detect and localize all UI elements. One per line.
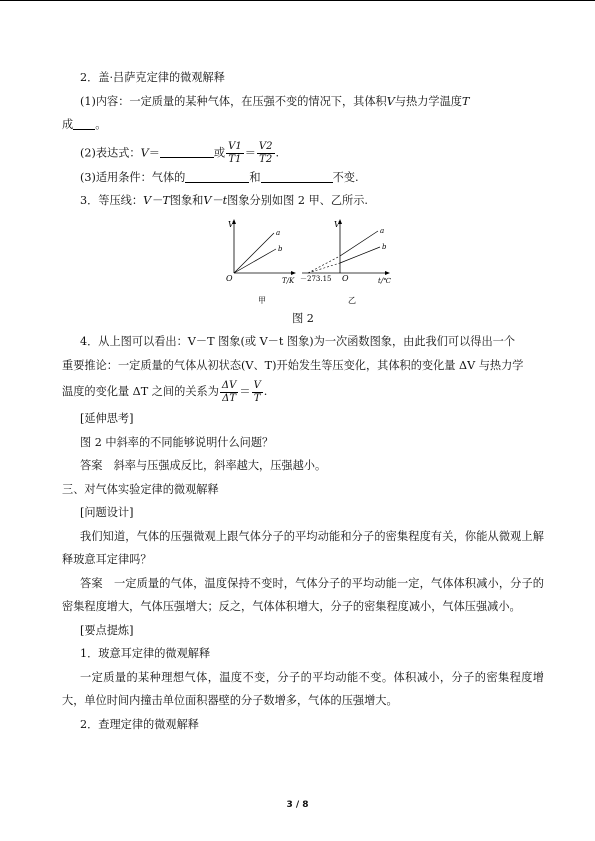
extended-thinking-question: 图 2 中斜率的不同能够说明什么问题？ <box>80 435 274 449</box>
right-offset-label: －273.15 <box>300 274 332 283</box>
section-4-line-1: 4．从上图可以看出：V－T 图象(或 V－t 图象)为一次函数图象，由此我们可以得出一个 <box>80 335 516 348</box>
right-origin: O <box>342 273 349 283</box>
fraction-v-t: $\frac{V}{T}$ <box>253 379 261 404</box>
fraction-v1-t1: $\frac{V1}{T1}$ <box>228 140 242 165</box>
left-caption: 甲 <box>258 295 266 305</box>
left-x-label: T/K <box>282 276 295 285</box>
figure-caption: 图 2 <box>292 311 314 325</box>
isobar-line-b <box>234 249 276 273</box>
fraction-dv-dt: $\frac{\Delta V}{\Delta T}$ <box>221 379 237 404</box>
graph-vt <box>226 219 296 305</box>
problem-design-answer: 答案 一定质量的气体，温度保持不变时，气体分子的平均动能一定，气体体积减小，分子的密集程度增大，气体压强增大；反之，气体体积增大，分子的密集程度减小，气体压强减小。 <box>62 576 544 613</box>
section-3-line: 3．等压线：V－T图象和V－t图象分别如图 2 甲、乙所示. <box>80 194 368 207</box>
answer-blank-4 <box>261 170 333 183</box>
section-4-line-3: 温度的变化量 ΔT 之间的关系为 $\frac{\Delta V}{\Delta T}$ ＝ $\frac{V}{T}$ . <box>62 379 268 404</box>
section-2-heading: 2．盖·吕萨克定律的微观解释 <box>80 71 225 84</box>
extended-thinking-tag: [延伸思考] <box>80 412 134 425</box>
isobar-line-a <box>234 233 274 273</box>
right-line-b-label: b <box>382 242 387 251</box>
graph-vt-celsius <box>300 219 391 305</box>
boyle-law-title: 1．玻意耳定律的微观解释 <box>80 647 211 660</box>
right-y-label: V <box>334 219 340 229</box>
section-4-line-2: 重要推论：一定质量的气体从初状态(V、T)开始发生等压变化，其体积的变化量 ΔV 与热力学 <box>62 358 524 372</box>
right-x-label: t/℃ <box>378 276 392 285</box>
right-caption: 乙 <box>348 295 356 305</box>
header-rule <box>0 0 595 1</box>
answer-blank-3 <box>185 170 249 183</box>
key-points-tag: [要点提炼] <box>80 623 134 637</box>
document-body <box>62 66 544 736</box>
left-origin: O <box>226 273 233 283</box>
right-line-a-label: a <box>380 226 385 235</box>
problem-design-tag: [问题设计] <box>80 506 134 519</box>
left-line-a-label: a <box>276 228 281 237</box>
expression-line: (2)表达式：V＝ 或 $\frac{V1}{T1}$ ＝ $\frac{V2}{T2}$ . <box>80 140 280 165</box>
content-line-2: 成 。 <box>62 118 107 131</box>
left-y-label: V <box>228 219 234 229</box>
content-line-1: (1)内容：一定质量的某种气体，在压强不变的情况下，其体积V与热力学温度T <box>80 94 470 108</box>
isobar-line-b-right <box>340 247 380 263</box>
extended-thinking-answer: 答案 斜率与压强成反比，斜率越大，压强越小。 <box>80 459 327 472</box>
section-three-heading: 三、对气体实验定律的微观解释 <box>62 482 219 496</box>
isobar-graphs <box>62 215 544 307</box>
condition-line: (3)适用条件：气体的 和 不变. <box>80 170 359 184</box>
answer-blank-2 <box>160 145 214 158</box>
answer-blank-1 <box>73 117 95 130</box>
charles-law-title: 2．查理定律的微观解释 <box>80 717 199 731</box>
problem-design-paragraph: 我们知道，气体的压强微观上跟气体分子的平均动能和分子的密集程度有关，你能从微观上解释玻意耳定律吗？ <box>62 529 544 566</box>
isobar-line-a-right <box>340 231 378 256</box>
isobar-figure <box>62 215 544 307</box>
fraction-v2-t2: $\frac{V2}{T2}$ <box>258 140 273 165</box>
boyle-law-body: 一定质量的某种理想气体，温度不变，分子的平均动能不变。体积减小，分子的密集程度增大，单位时间内撞击单位面积器壁的分子数增多，气体的压强增大。 <box>62 670 544 707</box>
left-line-b-label: b <box>278 244 283 253</box>
page-number: 3 / 8 <box>286 800 309 810</box>
